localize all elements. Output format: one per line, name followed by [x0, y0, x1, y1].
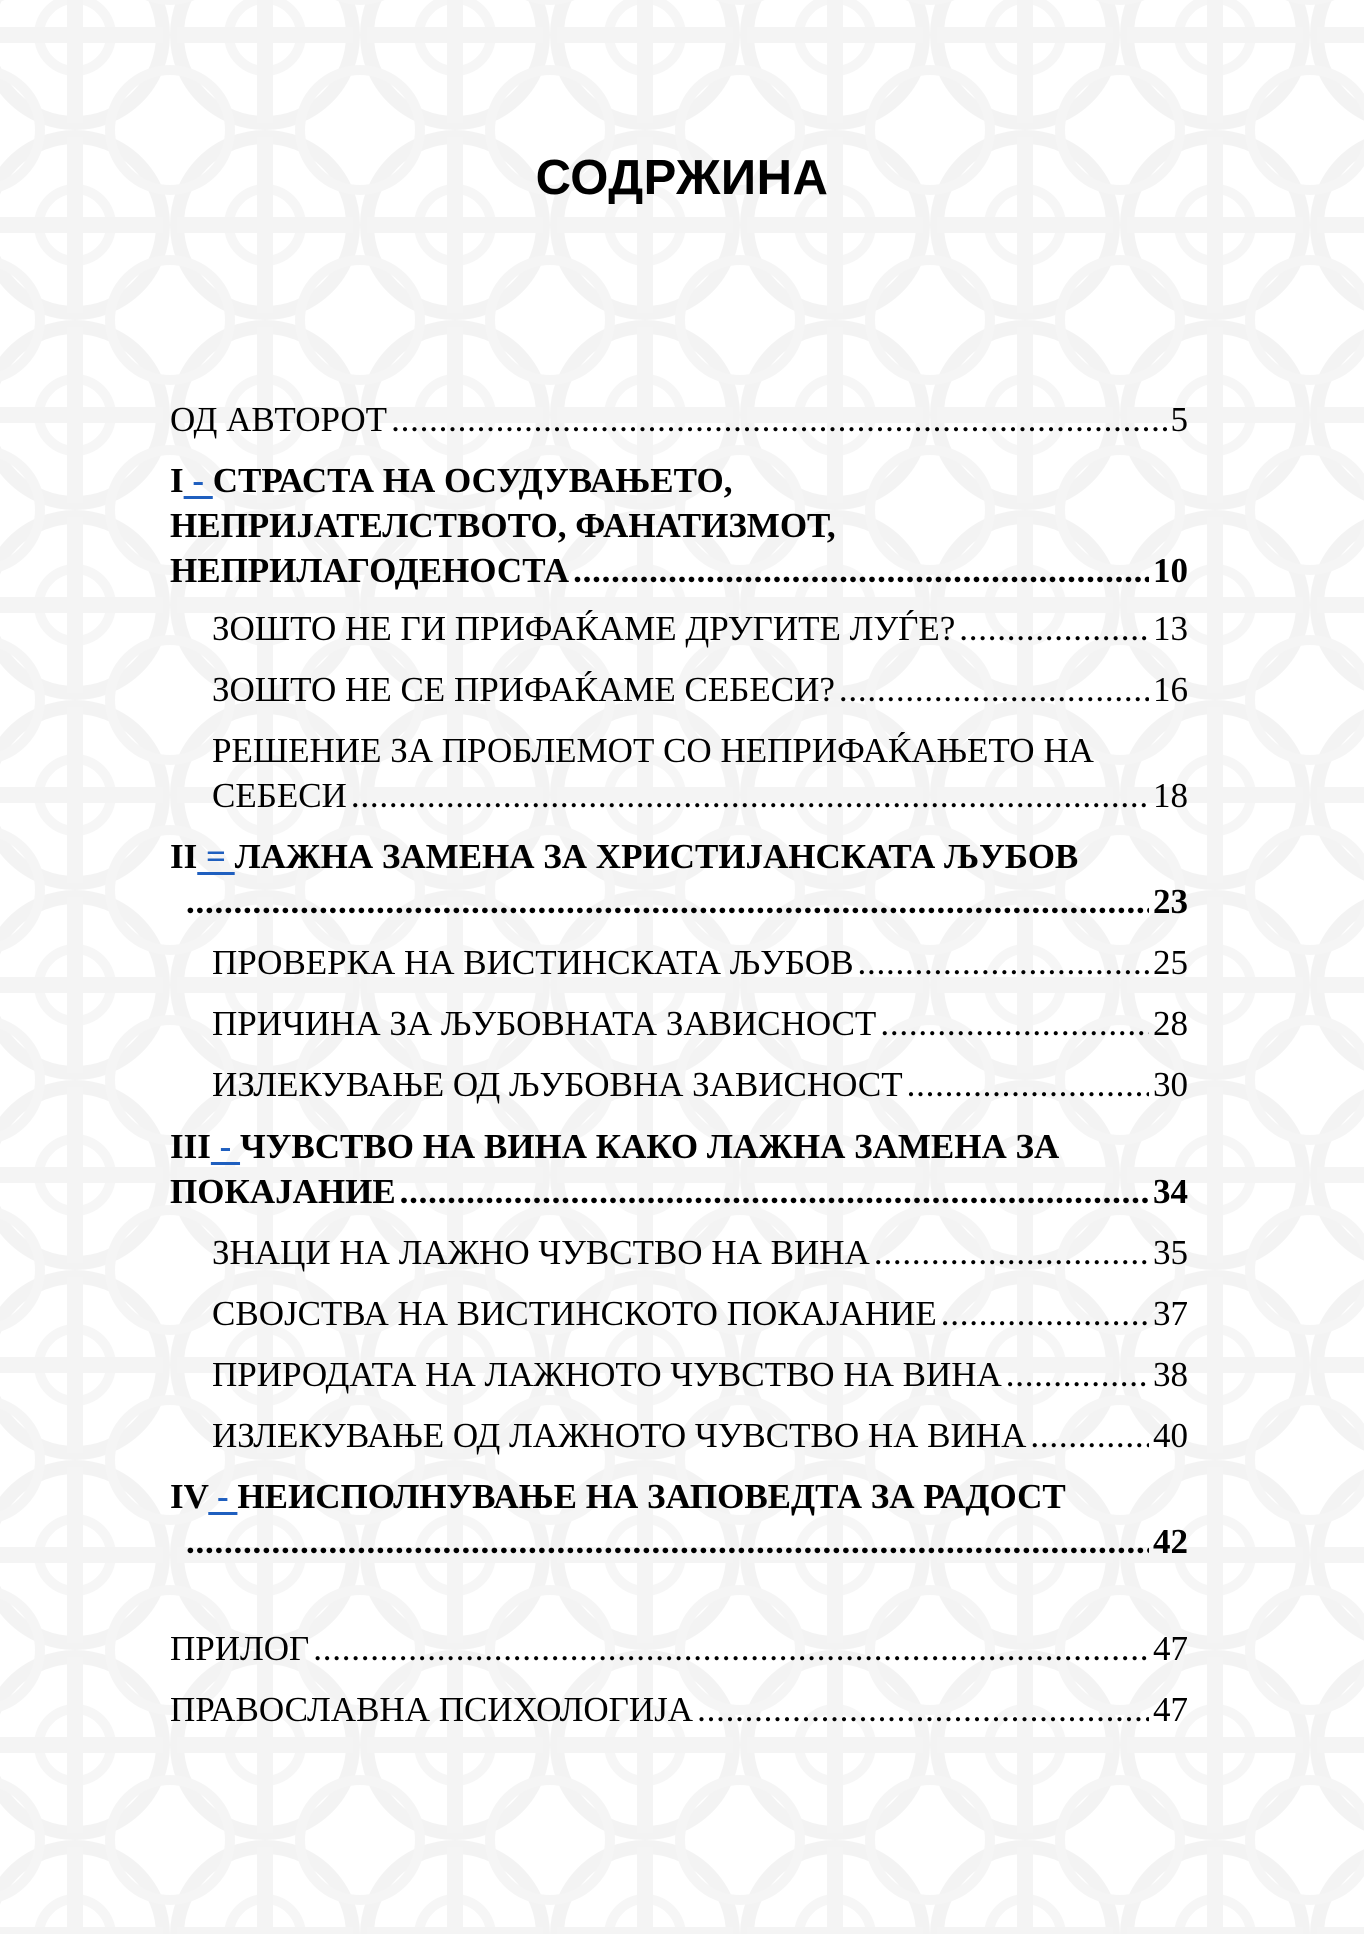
toc-entry-leader-line	[170, 548, 1188, 593]
toc-entry-text: НЕИСПОЛНУВАЊЕ НА ЗАПОВЕДТА ЗА РАДОСТ	[237, 1477, 1066, 1516]
toc-entry-title: ИЗЛЕКУВАЊЕ ОД ЉУБОВНА ЗАВИСНОСТ	[212, 1065, 903, 1104]
toc-entry-leader-line	[212, 1001, 1188, 1046]
toc-entry-title: ПРИЧИНА ЗА ЉУБОВНАТА ЗАВИСНОСТ	[212, 1004, 877, 1043]
toc-entry-leader-line	[170, 1169, 1188, 1214]
toc-entry-title: СЕБЕСИ	[212, 776, 347, 815]
toc-entry-leader-line	[212, 667, 1188, 712]
toc-entry-leader-line	[170, 1626, 1188, 1671]
page-number: 10	[1153, 551, 1188, 590]
dot-leader	[1030, 1413, 1149, 1458]
chapter-separator: -	[183, 461, 213, 500]
toc-entry-ch2[interactable]	[170, 834, 1188, 924]
toc-entry-appendix[interactable]	[170, 1626, 1188, 1671]
toc-entry-title: ПРАВОСЛАВНА ПСИХОЛОГИЈА	[170, 1690, 694, 1729]
toc-entry-psych[interactable]	[170, 1687, 1188, 1732]
dot-leader	[186, 1519, 1149, 1564]
toc-entry-line	[170, 458, 1188, 503]
toc-entry-leader-line	[212, 1062, 1188, 1107]
toc-entry-line	[170, 834, 1188, 879]
toc-entry-ch1-s3[interactable]	[212, 728, 1188, 818]
dot-leader	[880, 1001, 1149, 1046]
page-title: СОДРЖИНА	[535, 151, 829, 205]
dot-leader	[186, 879, 1149, 924]
dot-leader	[858, 940, 1149, 985]
toc-entry-line	[170, 503, 1188, 548]
page-number: 13	[1153, 609, 1188, 648]
dot-leader	[400, 1169, 1149, 1214]
dot-leader	[839, 667, 1149, 712]
dot-leader	[313, 1626, 1149, 1671]
toc-entry-ch2-s3[interactable]	[212, 1062, 1188, 1107]
page-number: 38	[1153, 1355, 1188, 1394]
toc-entry-title: ОД АВТОРОТ	[170, 400, 388, 439]
dot-leader	[959, 606, 1149, 651]
dot-leader	[697, 1687, 1149, 1732]
toc-entry-ch3[interactable]	[170, 1124, 1188, 1214]
toc-entry-leader-line	[170, 1687, 1188, 1732]
toc-entry-line	[170, 1124, 1188, 1169]
toc-entry-text: СТРАСТА НА ОСУДУВАЊЕТО,	[212, 461, 733, 500]
toc-entry-text: ЛАЖНА ЗАМЕНА ЗА ХРИСТИЈАНСКАТА ЉУБОВ	[234, 837, 1079, 876]
toc-entry-leader-line	[170, 1519, 1188, 1564]
toc-entry-ch3-s4[interactable]	[212, 1413, 1188, 1458]
toc-entry-text: РЕШЕНИЕ ЗА ПРОБЛЕМОТ СО НЕПРИФАЌАЊЕТО НА	[212, 731, 1094, 770]
dot-leader	[874, 1230, 1149, 1275]
page-number: 35	[1153, 1233, 1188, 1272]
toc-entry-ch2-s1[interactable]	[212, 940, 1188, 985]
page-number: 30	[1153, 1065, 1188, 1104]
page-number: 42	[1153, 1522, 1188, 1561]
chapter-separator: -	[210, 1127, 241, 1166]
toc-entry-title: ПОКАЈАНИЕ	[170, 1172, 396, 1211]
toc-entry-text: ЧУВСТВО НА ВИНА КАКО ЛАЖНА ЗАМЕНА ЗА	[240, 1127, 1060, 1166]
dot-leader	[941, 1291, 1149, 1336]
chapter-number: IV	[170, 1477, 209, 1516]
toc-entry-title: ЗНАЦИ НА ЛАЖНО ЧУВСТВО НА ВИНА	[212, 1233, 870, 1272]
toc-entry-leader-line	[212, 940, 1188, 985]
toc-entry-ch1-s1[interactable]	[212, 606, 1188, 651]
toc-entry-title: ПРИРОДАТА НА ЛАЖНОТО ЧУВСТВО НА ВИНА	[212, 1355, 1002, 1394]
chapter-separator: =	[197, 837, 235, 876]
page-number: 25	[1153, 943, 1188, 982]
toc-entry-title: ЗОШТО НЕ СЕ ПРИФАЌАМЕ СЕБЕСИ?	[212, 670, 835, 709]
page-number: 47	[1153, 1629, 1188, 1668]
chapter-number: III	[170, 1127, 211, 1166]
dot-leader	[351, 773, 1149, 818]
toc-entry-line	[212, 728, 1188, 773]
toc-entry-leader-line	[212, 606, 1188, 651]
toc-entry-leader-line	[212, 1413, 1188, 1458]
toc-entry-ch3-s3[interactable]	[212, 1352, 1188, 1397]
toc-entry-author[interactable]	[170, 397, 1188, 442]
chapter-number: II	[170, 837, 198, 876]
toc-entry-text: НЕПРИЈАТЕЛСТВОТО, ФАНАТИЗМОТ,	[170, 506, 836, 545]
toc-entry-title: ИЗЛЕКУВАЊЕ ОД ЛАЖНОТО ЧУВСТВО НА ВИНА	[212, 1416, 1027, 1455]
page-number: 47	[1153, 1690, 1188, 1729]
page-number: 16	[1153, 670, 1188, 709]
toc-entry-line	[170, 1474, 1188, 1519]
toc-entry-leader-line	[212, 1291, 1188, 1336]
toc-entry-leader-line	[170, 397, 1188, 442]
page-number: 23	[1153, 882, 1188, 921]
toc-entry-leader-line	[212, 1230, 1188, 1275]
toc-entry-leader-line	[212, 1352, 1188, 1397]
toc-entry-ch1[interactable]	[170, 458, 1188, 593]
page-number: 40	[1153, 1416, 1188, 1455]
toc-entry-title: ПРОВЕРКА НА ВИСТИНСКАТА ЉУБОВ	[212, 943, 854, 982]
dot-leader	[907, 1062, 1149, 1107]
toc-entry-title: ЗОШТО НЕ ГИ ПРИФАЌАМЕ ДРУГИТЕ ЛУЃЕ?	[212, 609, 956, 648]
chapter-separator: -	[208, 1477, 238, 1516]
page-number: 5	[1170, 400, 1188, 439]
toc-entry-ch3-s1[interactable]	[212, 1230, 1188, 1275]
toc-entry-ch2-s2[interactable]	[212, 1001, 1188, 1046]
dot-leader	[1006, 1352, 1149, 1397]
toc-entry-ch1-s2[interactable]	[212, 667, 1188, 712]
toc-entry-leader-line	[170, 879, 1188, 924]
page-number: 28	[1153, 1004, 1188, 1043]
page-number: 34	[1153, 1172, 1188, 1211]
toc-entry-ch3-s2[interactable]	[212, 1291, 1188, 1336]
toc-entry-title: ПРИЛОГ	[170, 1629, 310, 1668]
toc-entry-title: НЕПРИЛАГОДЕНОСТА	[170, 551, 570, 590]
toc-entry-ch4[interactable]	[170, 1474, 1188, 1564]
page-number: 37	[1153, 1294, 1188, 1333]
dot-leader	[573, 548, 1149, 593]
toc-entry-leader-line	[212, 773, 1188, 818]
dot-leader	[391, 397, 1166, 442]
chapter-number: I	[170, 461, 184, 500]
page-number: 18	[1153, 776, 1188, 815]
toc-entry-title: СВОЈСТВА НА ВИСТИНСКОТО ПОКАЈАНИЕ	[212, 1294, 937, 1333]
